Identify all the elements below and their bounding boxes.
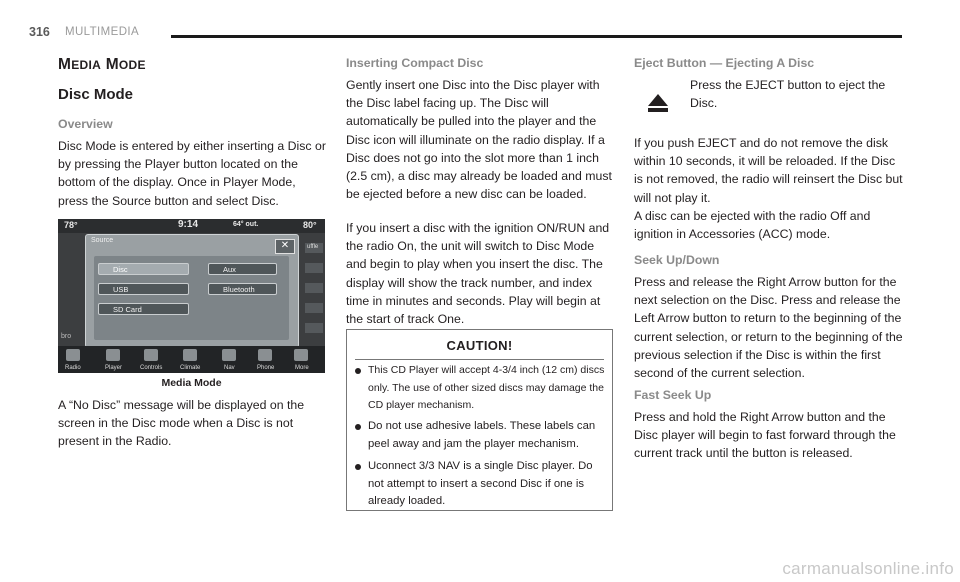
side-tab <box>305 303 323 313</box>
section-title: MULTIMEDIA <box>65 26 140 38</box>
side-tab <box>305 263 323 273</box>
side-tab <box>305 283 323 293</box>
caution-title: CAUTION! <box>446 338 513 353</box>
source-options <box>94 256 289 340</box>
media-mode-heading: MEDIA MODE <box>58 56 146 73</box>
overview-paragraph: Disc Mode is entered by either inserting a Disc or by pressing the Player button located on the bottom of the display. Once in Player Mode, press the Source button and select Disc. <box>58 139 326 208</box>
header-rule <box>171 35 902 38</box>
seek-paragraph: Press and release the Right Arrow button for the next selection on the Disc. Press and release the Left Arrow button to return to the beginning of the current selection, or return to the beginning of the previous selection if the Disc is within the first second of the current selection. <box>634 275 903 381</box>
watermark: carmanualsonline.info <box>782 559 954 578</box>
caution-item: Uconnect 3/3 NAV is a single Disc player. Do not attempt to insert a second Disc if one is already loaded. <box>355 458 609 511</box>
inserting-heading: Inserting Compact Disc <box>346 56 484 70</box>
screen-nav-bar: Radio Player Controls Climate Nav Phone More <box>58 346 325 373</box>
caution-divider <box>355 359 604 360</box>
side-tab: uffle <box>305 243 323 253</box>
aux-source-button: Aux <box>208 263 277 275</box>
bullet-icon <box>355 368 361 374</box>
figure-caption: Media Mode <box>161 377 222 389</box>
source-label: Source <box>91 237 114 244</box>
caution-item: This CD Player will accept 4-3/4 inch (12 cm) discs only. The use of other sized discs may damage the CD player mechanism. <box>355 362 609 415</box>
fast-seek-heading: Fast Seek Up <box>634 388 712 402</box>
eject-paragraph: Press the EJECT button to eject the Disc. <box>690 78 886 111</box>
eject-heading: Eject Button — Ejecting A Disc <box>634 56 815 70</box>
caution-box <box>346 329 613 511</box>
overview-heading: Overview <box>58 117 113 131</box>
page-number: 316 <box>29 25 50 39</box>
media-mode-screen-image <box>58 219 325 373</box>
side-tab <box>305 323 323 333</box>
fast-seek-paragraph: Press and hold the Right Arrow button and the Disc player will begin to fast forward through the current track until the button is released. <box>634 410 896 461</box>
eject-icon <box>647 93 669 113</box>
bullet-icon <box>355 424 361 430</box>
screen-status-bar: 78° 9:14 64° out. 80° <box>58 219 325 233</box>
source-panel <box>85 234 299 348</box>
disc-mode-heading: Disc Mode <box>58 86 134 103</box>
seek-heading: Seek Up/Down <box>634 253 720 267</box>
disc-source-button: Disc <box>98 263 189 275</box>
close-icon: ✕ <box>275 239 295 254</box>
caution-item: Do not use adhesive labels. These labels can peel away and jam the player mechanism. <box>355 418 609 453</box>
bullet-icon <box>355 464 361 470</box>
screen-side-text: bro <box>61 333 72 340</box>
usb-source-button: USB <box>98 283 189 295</box>
radio-off-paragraph: A disc can be ejected with the radio Off and ignition in Accessories (ACC) mode. <box>634 209 871 242</box>
inserting-paragraph: Gently insert one Disc into the Disc player with the Disc label facing up. The Disc will automatically be pulled into the player and the Disc icon will illuminate on the radio display. If a Disc does not go into the slot more than 1 inch (2.5 cm), a disc may already be loaded and must be ejected before a new disc can be loaded. <box>346 78 612 202</box>
sd-card-source-button: SD Card <box>98 303 189 315</box>
no-disc-paragraph: A “No Disc” message will be displayed on the screen in the Disc mode when a Disc is not present in the Radio. <box>58 398 305 449</box>
ignition-paragraph: If you insert a disc with the ignition ON/RUN and the radio On, the unit will switch to Disc Mode and begin to play when you insert the disc. The display will show the track number, and index time in minutes and seconds. Play will begin at the start of track One. <box>346 221 610 327</box>
push-eject-paragraph: If you push EJECT and do not remove the disk within 10 seconds, it will be reloaded. If the Disc is not removed, the radio will reinsert the Disc but will not play it. <box>634 136 903 205</box>
bluetooth-source-button: Bluetooth <box>208 283 277 295</box>
